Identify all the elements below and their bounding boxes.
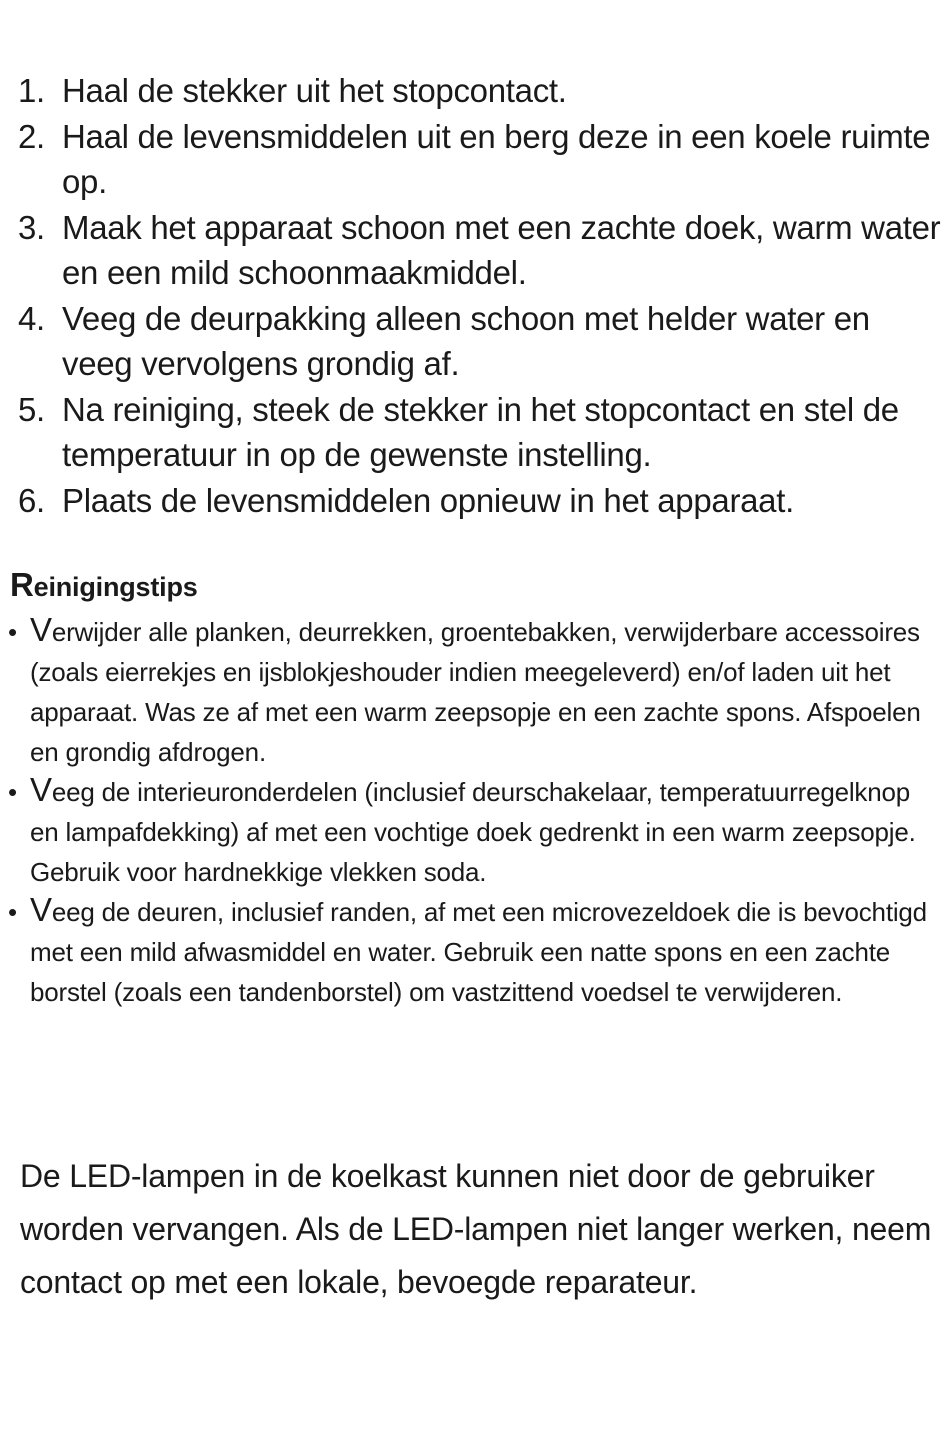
step-text: Haal de levensmiddelen uit en berg deze in een koele ruimte op.: [62, 118, 931, 200]
bullet-icon: •: [8, 777, 17, 807]
cleaning-tips-list: [8, 612, 943, 1012]
tip-initial: V: [30, 611, 52, 648]
step-text: Na reiniging, steek de stekker in het stopcontact en stel de temperatuur in op de gewenste instelling.: [62, 391, 899, 473]
step-text: Maak het apparaat schoon met een zachte doek, warm water en een mild schoonmaakmiddel.: [62, 209, 941, 291]
tip-item: [8, 892, 943, 1012]
led-lamp-note: De LED-lampen in de koelkast kunnen niet door de gebruiker worden vervangen. Als de LED-lampen niet langer werken, neem contact op met een lokale, bevoegde reparateur.: [20, 1158, 932, 1300]
step-text: Veeg de deurpakking alleen schoon met helder water en veeg vervolgens grondig af.: [62, 300, 870, 382]
tip-text: [30, 772, 943, 892]
step-text: Haal de stekker uit het stopcontact.: [62, 72, 567, 109]
heading-initial: R: [10, 566, 34, 603]
step-number: 4.: [18, 300, 45, 337]
step-text: Plaats de levensmiddelen opnieuw in het apparaat.: [62, 482, 794, 519]
tip-item: [8, 772, 943, 892]
cleaning-tips-heading: [10, 565, 198, 607]
step-item: [18, 68, 946, 113]
step-item: [18, 205, 946, 295]
bullet-icon: •: [8, 617, 17, 647]
tip-text: [30, 892, 943, 1012]
step-item: [18, 296, 946, 386]
step-number: 5.: [18, 391, 45, 428]
step-item: [18, 478, 946, 523]
cleaning-steps-list: [18, 68, 946, 524]
heading-rest: einigingstips: [33, 572, 198, 602]
tip-text: [30, 612, 943, 772]
step-number: 1.: [18, 72, 45, 109]
step-item: [18, 114, 946, 204]
bullet-icon: •: [8, 897, 17, 927]
tip-body: eeg de interieuronderdelen (inclusief deurschakelaar, temperatuurregelknop en lampafdekking) af met een vochtige doek gedrenkt in een warm zeepsopje. Gebruik voor hardnekkige vlekken soda.: [30, 777, 916, 887]
tip-initial: V: [30, 771, 52, 808]
step-number: 3.: [18, 209, 45, 246]
tip-item: [8, 612, 943, 772]
tip-body: erwijder alle planken, deurrekken, groentebakken, verwijderbare accessoires (zoals eierrekjes en ijsblokjeshouder indien meegeleverd) en/of laden uit het apparaat. Was ze af met een warm zeepsopje en een zachte spons. Afspoelen en grondig afdrogen.: [30, 617, 921, 767]
step-number: 6.: [18, 482, 45, 519]
step-item: [18, 387, 946, 477]
tip-initial: V: [30, 891, 52, 928]
tip-body: eeg de deuren, inclusief randen, af met een microvezeldoek die is bevochtigd met een mild afwasmiddel en water. Gebruik een natte spons en een zachte borstel (zoals een tandenborstel) om vastzittend voedsel te verwijderen.: [30, 897, 927, 1007]
step-number: 2.: [18, 118, 45, 155]
